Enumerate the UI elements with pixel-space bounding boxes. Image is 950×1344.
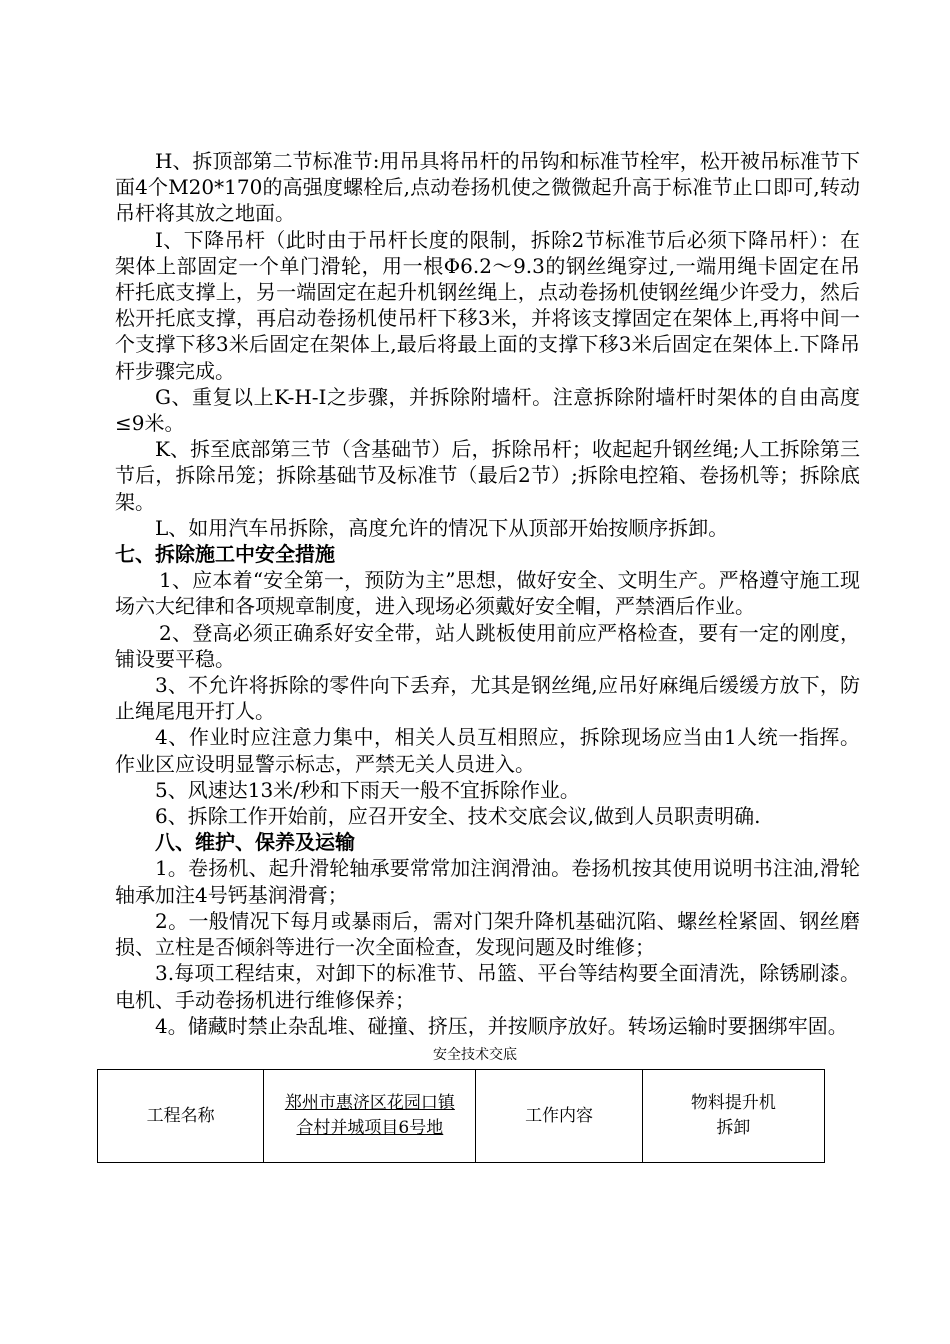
project-name-line-1: 郑州市惠济区花园口镇 [284, 1093, 455, 1113]
project-name-line-2: 合村并城项目6号地 [296, 1118, 444, 1138]
project-name-label-text: 工程名称 [146, 1105, 215, 1126]
maintenance-item-2: 2。一般情况下每月或暴雨后，需对门架升降机基础沉陷、螺丝栓紧固、钢丝磨损、立柱是否倾斜等进行一次全面检查，发现问题及时维修； [115, 908, 860, 960]
paragraph-l: L、如用汽车吊拆除，高度允许的情况下从顶部开始按顺序拆卸。 [155, 515, 729, 540]
work-content-line-1: 物料提升机 [690, 1093, 776, 1113]
paragraph-i: I、下降吊杆（此时由于吊杆长度的限制，拆除2节标准节后必须下降吊杆）：在架体上部固定一个单门滑轮，用一根Φ6.2～9.3的钢丝绳穿过,一端用绳卡固定在吊杆托底支撑上，另一端固定在起升机钢丝绳上，点动卷扬机使钢丝绳少许受力，然后松开托底支撑，再启动卷扬机使吊杆下移3米，并将该支撑固定在架体上,再将中间一个支撑下移3米后固定在架体上,最后将最上面的支撑下移3米后固定在架体上.下降吊杆步骤完成。 [115, 227, 860, 383]
paragraph-h: H、拆顶部第二节标准节:用吊具将吊杆的吊钩和标准节栓牢，松开被吊标准节下面4个M20*170的高强度螺栓后,点动卷扬机使之微微起升高于标准节止口即可,转动吊杆将其放之地面。 [115, 149, 860, 226]
work-content-value [642, 1070, 824, 1163]
table-caption: 安全技术交底 [433, 1047, 517, 1063]
safety-item-1: 1、应本着“安全第一，预防为主”思想，做好安全、文明生产。严格遵守施工现场六大纪律和各项规章制度，进入现场必须戴好安全帽，严禁酒后作业。 [115, 568, 860, 619]
maintenance-item-1: 1。卷扬机、起升滑轮轴承要常常加注润滑油。卷扬机按其使用说明书注油,滑轮轴承加注4号钙基润滑膏； [115, 856, 860, 907]
safety-item-5: 5、风速达13米/秒和下雨天一般不宜拆除作业。 [155, 777, 580, 802]
project-name-label [98, 1070, 264, 1163]
work-content-line-2: 拆卸 [716, 1118, 751, 1138]
document-body [115, 148, 860, 1039]
maintenance-item-4: 4。储藏时禁止杂乱堆、碰撞、挤压，并按顺序放好。转场运输时要捆绑牢固。 [155, 1013, 848, 1038]
safety-item-3: 3、不允许将拆除的零件向下丢弃，尤其是钢丝绳,应吊好麻绳后缓缓方放下，防止绳尾甩开打人。 [115, 673, 860, 724]
work-content-label-text: 工作内容 [525, 1105, 594, 1126]
project-name-value [264, 1070, 476, 1163]
section-heading-maintenance: 八、维护、保养及运输 [155, 830, 355, 855]
section-heading-safety: 七、拆除施工中安全措施 [115, 542, 335, 567]
paragraph-g: G、重复以上K-H-I之步骤，并拆除附墙杆。注意拆除附墙杆时架体的自由高度≤9米。 [115, 384, 860, 436]
disclosure-table [97, 1069, 825, 1163]
maintenance-item-3: 3.每项工程结束，对卸下的标准节、吊篮、平台等结构要全面清洗，除锈刷漆。电机、手动卷扬机进行维修保养； [115, 961, 860, 1012]
table-row [98, 1070, 825, 1163]
safety-item-6: 6、拆除工作开始前，应召开安全、技术交底会议,做到人员职责明确. [155, 804, 761, 829]
safety-item-4: 4、作业时应注意力集中，相关人员互相照应，拆除现场应当由1人统一指挥。作业区应设明显警示标志，严禁无关人员进入。 [115, 725, 860, 776]
paragraph-k: K、拆至底部第三节（含基础节）后，拆除吊杆；收起起升钢丝绳;人工拆除第三节后，拆除吊笼；拆除基础节及标准节（最后2节）;拆除电控箱、卷扬机等；拆除底架。 [115, 437, 860, 514]
safety-item-2: 2、登高必须正确系好安全带，站人跳板使用前应严格检查，要有一定的刚度，铺设要平稳。 [115, 620, 860, 671]
work-content-label [476, 1070, 642, 1163]
